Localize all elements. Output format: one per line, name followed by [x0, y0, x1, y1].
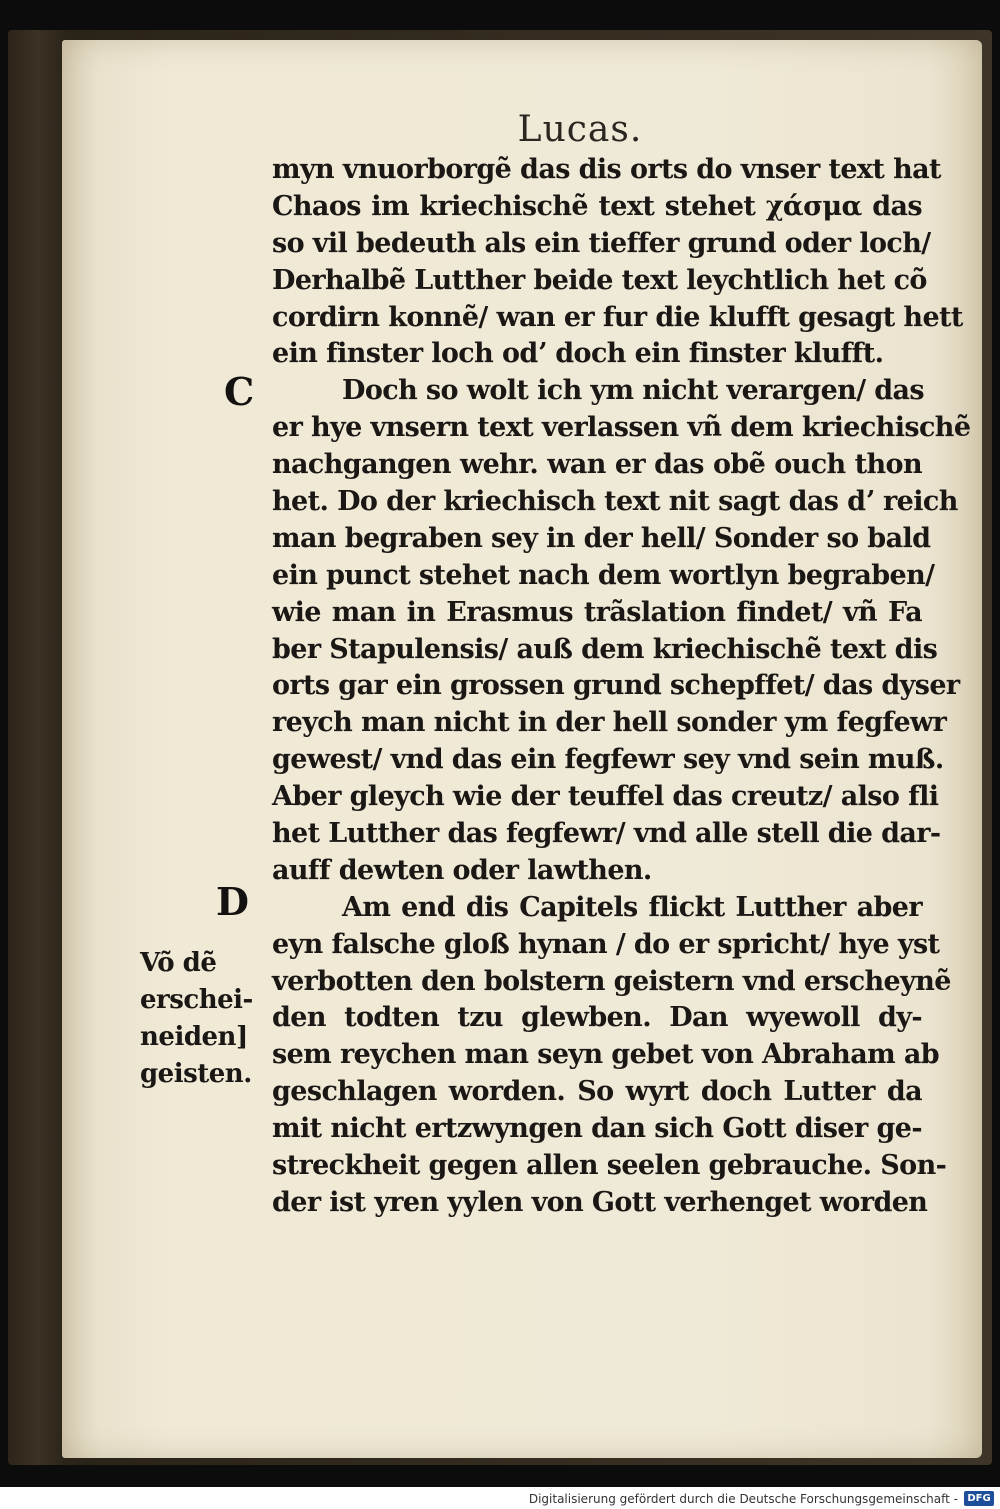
funding-credit: Digitalisierung gefördert durch die Deutsche Forschungsgemeinschaft - [528, 1492, 958, 1506]
text-line: Doch so wolt ich ym nicht verargen/ das [342, 375, 925, 407]
main-text [272, 152, 971, 1222]
marginal-line: neiden] [140, 1022, 248, 1052]
text-line: wie man in Erasmus trãslation findet/ vñ Fa [272, 596, 922, 628]
footer-bar [0, 1487, 1000, 1509]
text-line: Chaos im kriechischẽ text stehet χάσμα das [272, 190, 922, 222]
text-line: den todten tzu glewben. Dan wyewoll dy- [272, 1002, 922, 1034]
marginal-line: Võ dẽ [140, 948, 217, 978]
text-line: het. Do der kriechisch text nit sagt das dʼ reich [272, 486, 958, 518]
text-line: mit nicht ertzwyngen dan sich Gott diser ge- [272, 1113, 922, 1145]
text-line: Aber gleych wie der teuffel das creutz/ also fli [272, 781, 939, 813]
text-line: myn vnuorborgẽ das dis orts do vnser text hat [272, 154, 941, 185]
text-line: man begraben sey in der hell/ Sonder so bald [272, 522, 931, 554]
text-line: Derhalbẽ Lutther beide text leychtlich het cõ [272, 264, 927, 296]
text-line: geschlagen worden. So wyrt doch Lutter da [272, 1076, 922, 1108]
text-line: ein punct stehet nach dem wortlyn begraben/ [272, 559, 935, 591]
text-line: der ist yren yylen von Gott verhenget worden [272, 1186, 928, 1218]
text-line: orts gar ein grossen grund schepffet/ das dyser [272, 670, 960, 702]
text-line: het Lutther das fegfewr/ vnd alle stell die dar- [272, 818, 941, 850]
text-line: nachgangen wehr. wan er das obẽ ouch thon [272, 449, 922, 481]
text-line: streckheit gegen allen seelen gebrauche. Son- [272, 1150, 947, 1182]
text-line: sem reychen man seyn gebet von Abraham ab [272, 1039, 940, 1071]
text-line: verbotten den bolstern geistern vnd erscheynẽ [272, 965, 951, 997]
running-head: Lucas. [517, 109, 643, 150]
text-line: cordirn konnẽ/ wan er fur die klufft gesagt hett [272, 301, 963, 333]
section-mark-c: C [224, 369, 255, 414]
text-line: reych man nicht in der hell sonder ym fegfewr [272, 707, 947, 739]
marginal-note [140, 945, 265, 1093]
text-line: gewest/ vnd das ein fegfewr sey vnd sein muß. [272, 744, 944, 776]
text-line: eyn falsche gloß hynan / do er spricht/ hye yst [272, 928, 940, 960]
text-line: er hye vnsern text verlassen vñ dem kriechischẽ [272, 412, 971, 444]
marginal-line: erschei- [140, 985, 253, 1015]
marginal-line: geisten. [140, 1059, 252, 1089]
dfg-logo[interactable]: DFG [964, 1491, 994, 1506]
text-line: Am end dis Capitels flickt Lutther aber [342, 891, 922, 923]
text-line: auff dewten oder lawthen. [272, 854, 652, 886]
text-line: ber Stapulensis/ auß dem kriechischẽ text dis [272, 633, 938, 665]
text-line: so vil bedeuth als ein tieffer grund oder loch/ [272, 227, 931, 259]
text-line: ein finster loch odʼ doch ein finster klufft. [272, 338, 884, 370]
section-mark-d: D [216, 879, 249, 924]
